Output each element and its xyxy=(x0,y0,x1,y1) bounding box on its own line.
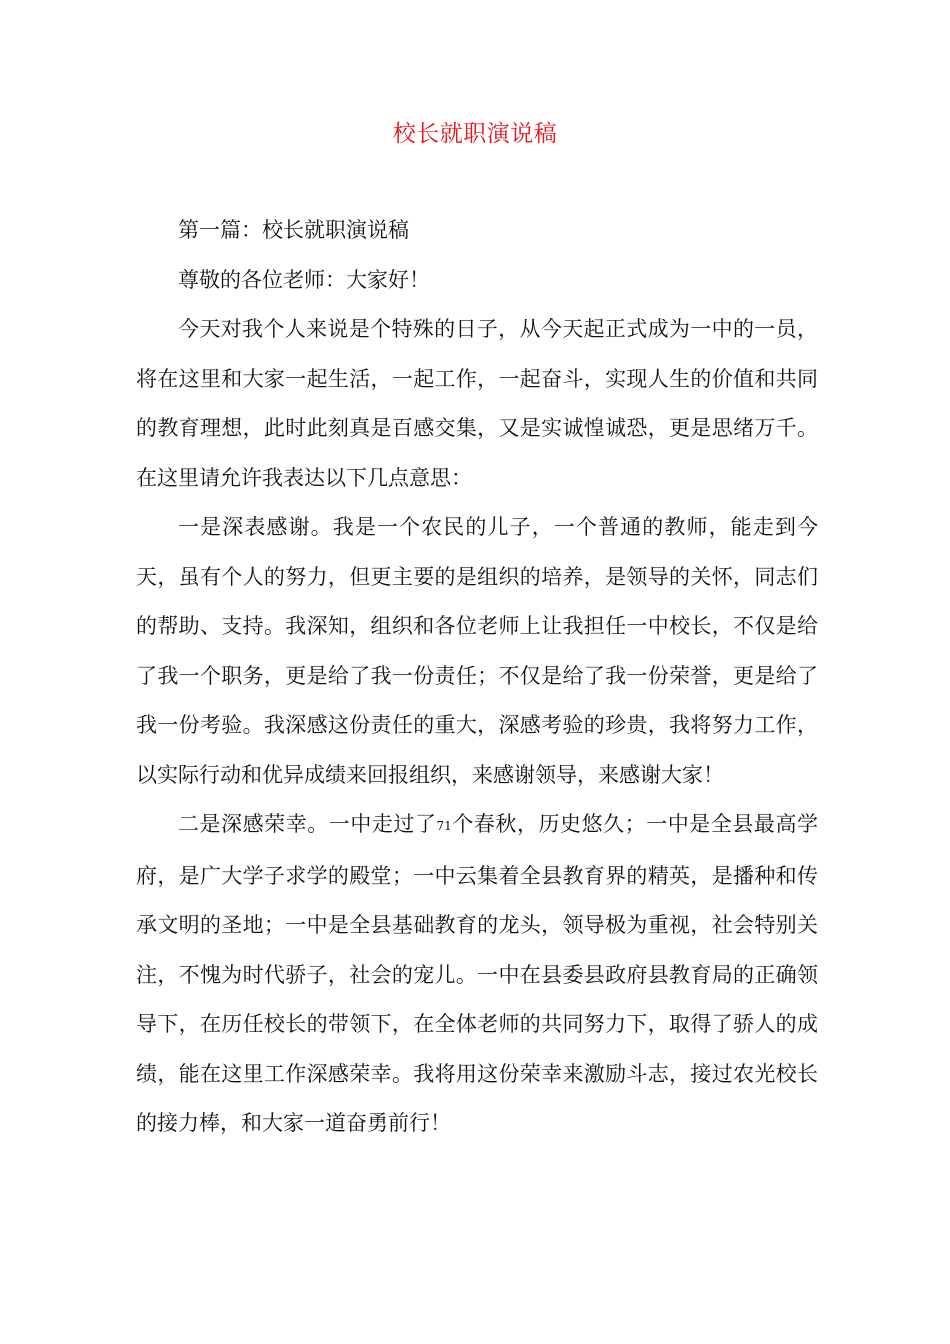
years-number: 71 xyxy=(436,819,452,833)
paragraph-3-start: 二是深感荣幸。一中走过了 xyxy=(178,812,437,836)
document-title: 校长就职演说稿 xyxy=(392,121,558,147)
paragraph-2: 一是深表感谢。我是一个农民的儿子，一个普通的教师，能走到今天，虽有个人的努力，但更主要的是组织的培养，是领导的关怀，同志们的帮助、支持。我深知，组织和各位老师上让我担任一中校长，不仅是给了我一个职务，更是给了我一份责任；不仅是给了我一份荣誉，更是给了我一份考验。我深感这份责任的重大，深感考验的珍贵，我将努力工作，以实际行动和优异成绩来回报组织，来感谢领导，来感谢大家！ xyxy=(136,515,818,787)
paragraph-1: 今天对我个人来说是个特殊的日子，从今天起正式成为一中的一员，将在这里和大家一起生活，一起工作，一起奋斗，实现人生的价值和共同的教育理想，此时此刻真是百感交集，又是实诚惶诚恐，更是思绪万千。在这里请允许我表达以下几点意思： xyxy=(136,317,818,490)
document-body xyxy=(136,206,818,1149)
section-heading: 第一篇：校长就职演说稿 xyxy=(178,218,409,242)
paragraph-3-rest: 个春秋，历史悠久；一中是全县最高学府，是广大学子求学的殿堂；一中云集着全县教育界的精英，是播种和传承文明的圣地；一中是全县基础教育的龙头，领导极为重视，社会特别关注，不愧为时代骄子，社会的宠儿。一中在县委县政府县教育局的正确领导下，在历任校长的带领下，在全体老师的共同努力下，取得了骄人的成绩，能在这里工作深感荣幸。我将用这份荣幸来激励斗志，接过农光校长的接力棒，和大家一道奋勇前行！ xyxy=(136,812,819,1135)
greeting: 尊敬的各位老师：大家好！ xyxy=(178,267,430,292)
paragraph-3 xyxy=(136,800,818,1149)
